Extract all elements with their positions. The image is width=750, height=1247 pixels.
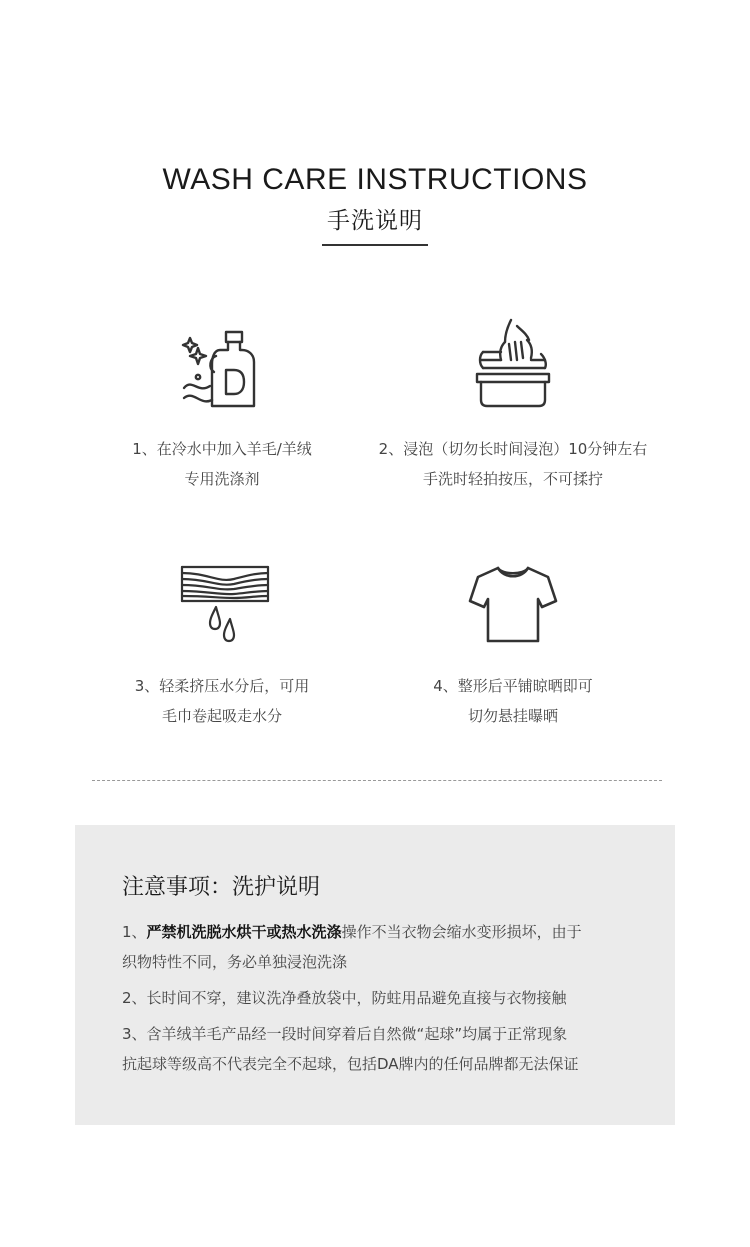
note-item-1-warning: 严禁机洗脱水烘干或热水洗涤 [146,923,342,941]
page-title-en: WASH CARE INSTRUCTIONS [162,163,588,196]
step-3-line-1: 3、轻柔挤压水分后，可用 [134,677,310,695]
step-3-line-2: 毛巾卷起吸走水分 [161,707,282,725]
notes-panel [75,825,675,1125]
step-3-text [62,671,382,731]
step-2-line-2: 手洗时轻拍按压，不可揉拧 [422,470,603,488]
step-1-text [62,434,382,494]
page-title-cn: 手洗说明 [327,208,423,234]
step-1-line-2: 专用洗涤剂 [184,470,260,488]
hand-wash-basin-icon [475,318,551,408]
step-2-text [353,434,673,494]
note-item-3-line-2: 抗起球等级高不代表完全不起球，包括DA牌内的任何品牌都无法保证 [122,1055,579,1073]
step-4-text [353,671,673,731]
step-2-line-1: 2、浸泡（切勿长时间浸泡）10分钟左右 [378,440,648,458]
note-item-1-prefix: 1、 [122,923,147,941]
tshirt-icon [468,565,558,643]
notes-title: 注意事项：洗护说明 [122,875,321,900]
step-4-line-1: 4、整形后平铺晾晒即可 [433,677,593,695]
note-item-1-line-1 [122,917,582,947]
note-item-3-line-1: 3、含羊绒羊毛产品经一段时间穿着后自然微“起球”均属于正常现象 [122,1025,568,1043]
towel-drip-icon [178,565,272,647]
note-item-1-line-2: 织物特性不同，务必单独浸泡洗涤 [122,953,348,971]
step-1-line-1: 1、在冷水中加入羊毛/羊绒 [132,440,312,458]
title-underline [322,244,428,246]
note-item-1-rest: 操作不当衣物会缩水变形损坏，由于 [341,923,582,941]
note-item-2: 2、长时间不穿，建议洗净叠放袋中，防蛀用品避免直接与衣物接触 [122,989,567,1007]
detergent-bottle-icon [180,328,260,410]
step-4-line-2: 切勿悬挂曝晒 [467,707,558,725]
dashed-divider [92,780,662,781]
